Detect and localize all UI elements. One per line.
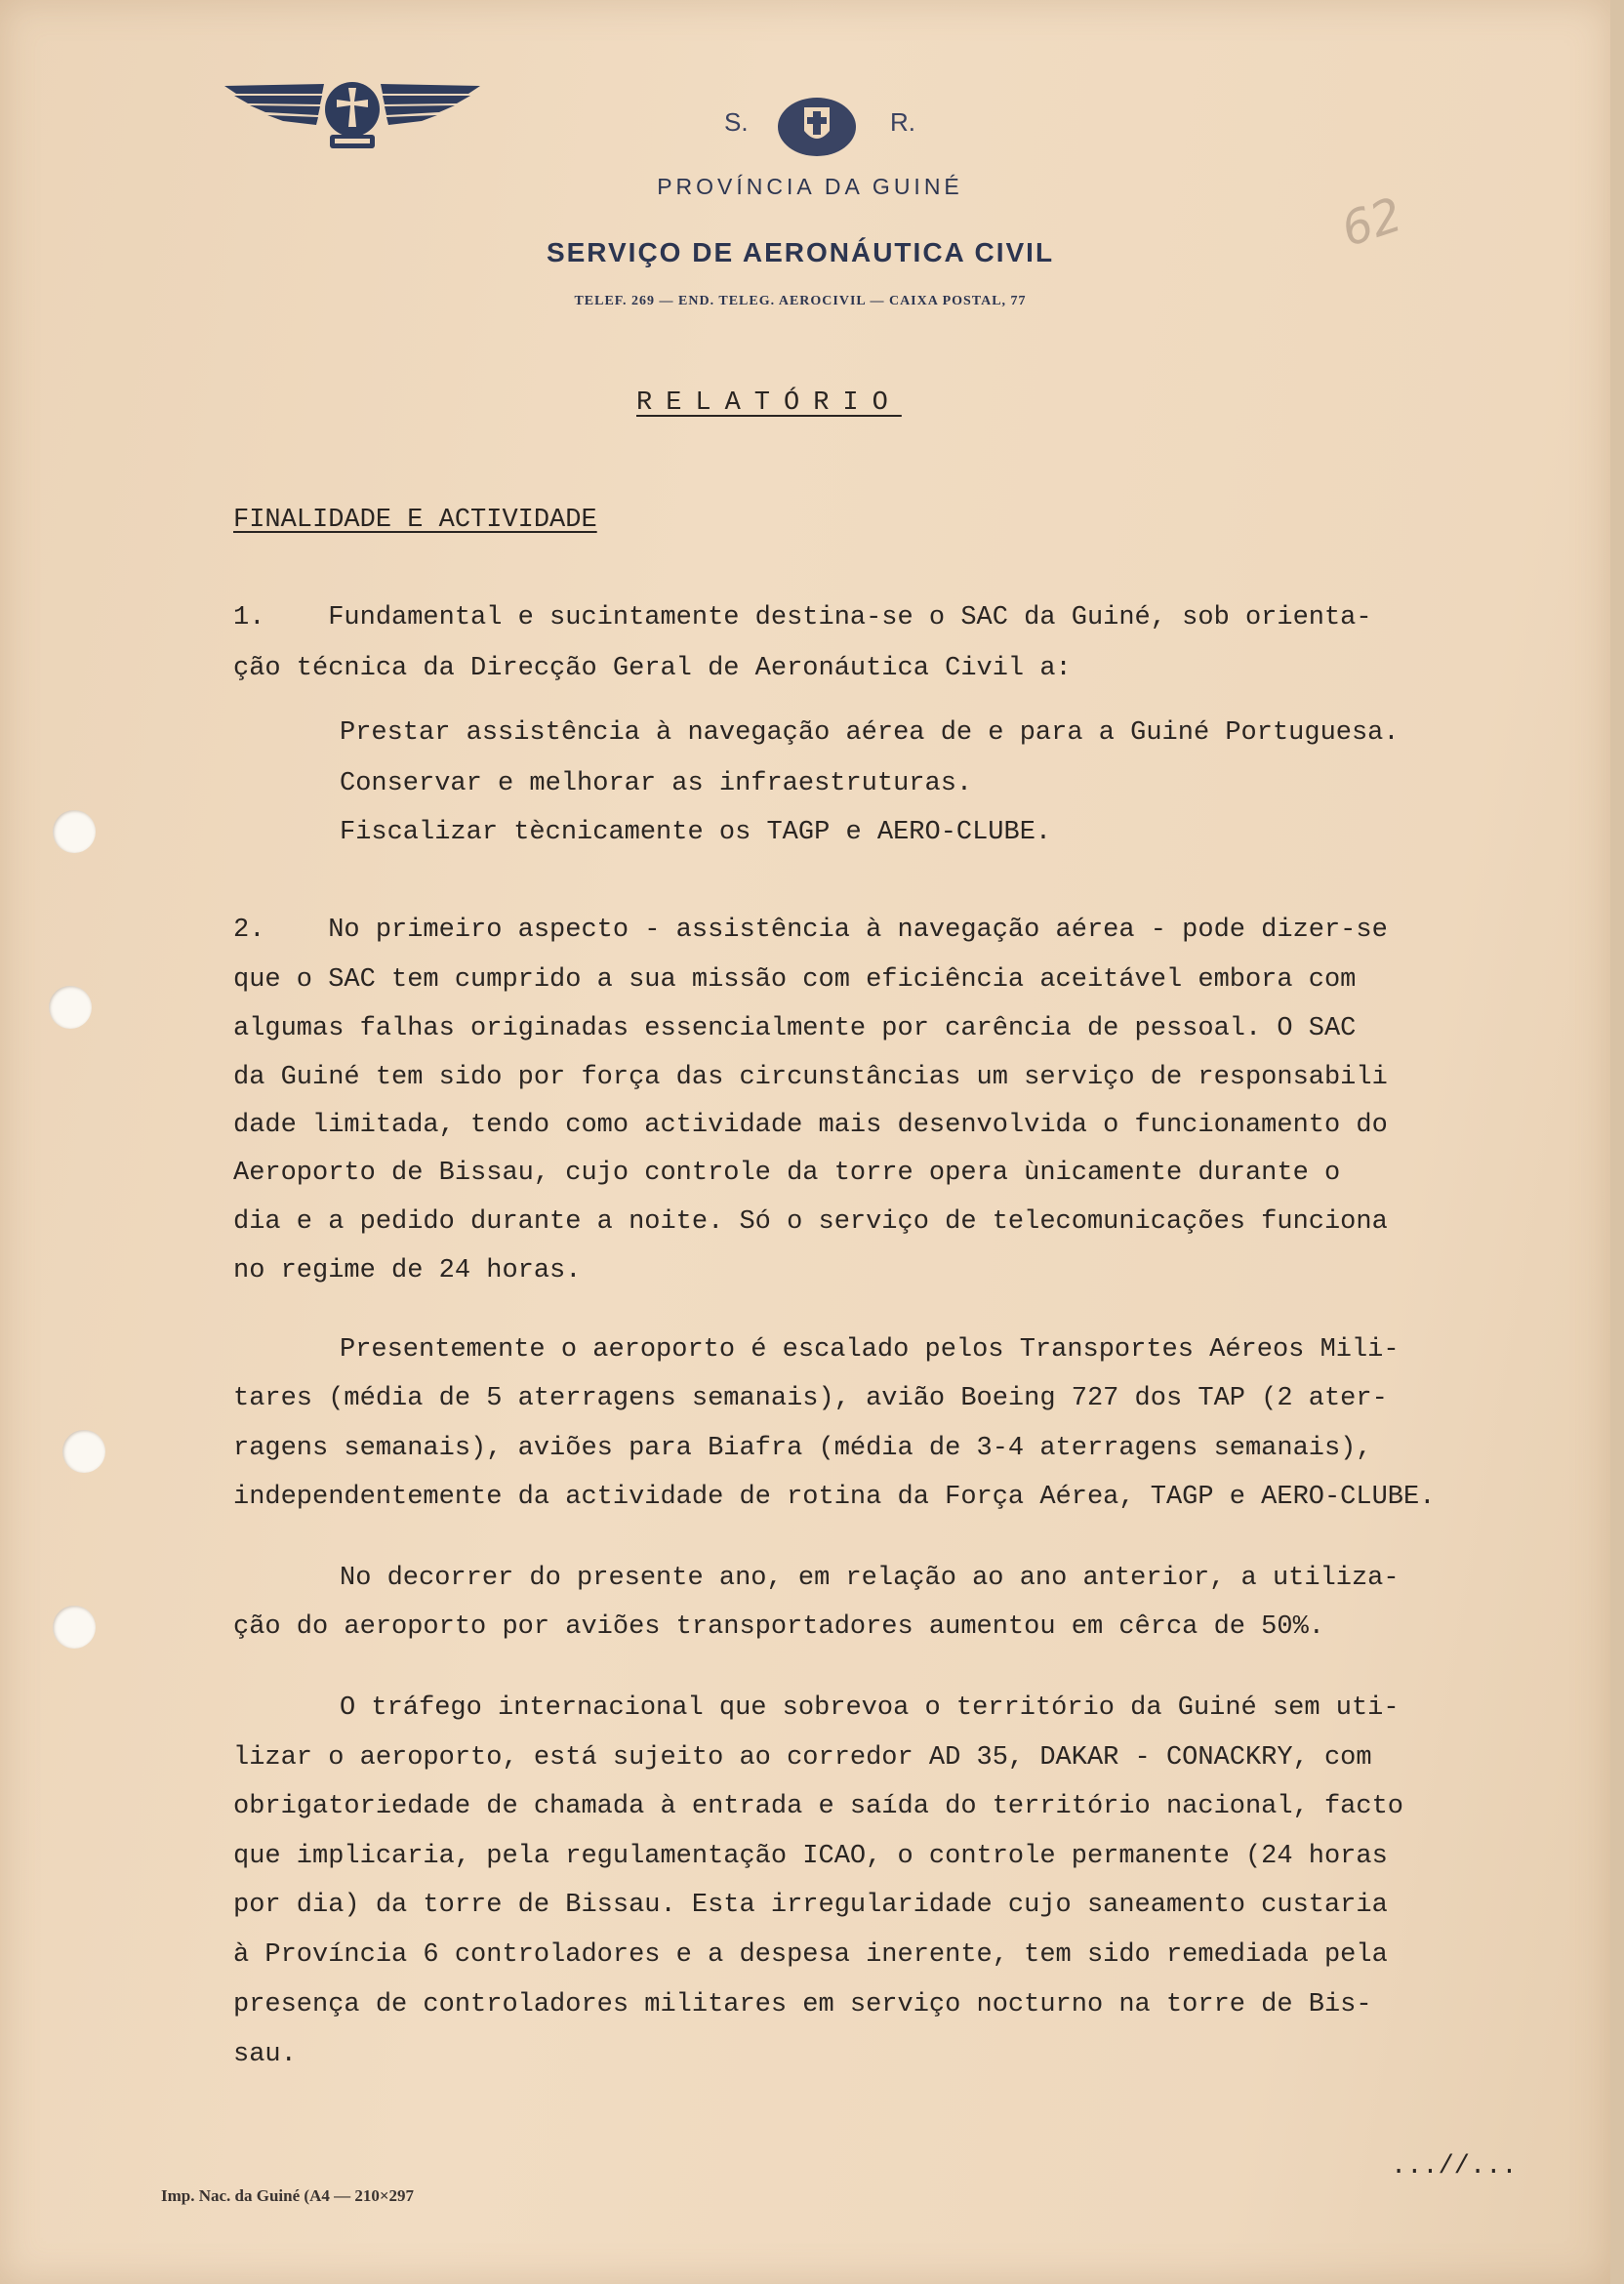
text-line: Prestar assistência à navegação aérea de e para a Guiné Portuguesa. [340,718,1400,748]
printer-footer: Imp. Nac. da Guiné (A4 — 210×297 [161,2186,415,2205]
text-line: independentemente da actividade de rotina da Força Aérea, TAGP e AERO-CLUBE. [233,1483,1436,1512]
header-s-letter: S. [724,107,749,137]
text-line: dade limitada, tendo como actividade mais desenvolvida o funcionamento do [233,1111,1388,1140]
coat-of-arms-emblem [775,92,859,162]
text-line: presença de controladores militares em serviço nocturno na torre de Bis- [233,1990,1372,2019]
punch-hole [53,810,96,853]
text-line: Fiscalizar tècnicamente os TAGP e AERO-CLUBE. [340,818,1052,847]
text-line: ção técnica da Direcção Geral de Aeronáutica Civil a: [233,654,1072,683]
text-line: ragens semanais), aviões para Biafra (média de 3-4 aterragens semanais), [233,1434,1372,1463]
contact-info: TELEF. 269 — END. TELEG. AEROCIVIL — CAIXA POSTAL, 77 [574,294,1027,308]
header-r-letter: R. [890,107,915,137]
page-edge [1610,0,1624,2284]
text-line: Presentemente o aeroporto é escalado pelos Transportes Aéreos Mili- [340,1335,1400,1365]
continuation-mark: ...//... [1391,2152,1518,2182]
punch-hole [62,1430,105,1473]
province-name: PROVÍNCIA DA GUINÉ [657,174,963,199]
text-line: 2. No primeiro aspecto - assistência à navegação aérea - pode dizer-se [233,916,1388,945]
text-line: 1. Fundamental e sucintamente destina-se o SAC da Guiné, sob orienta- [233,603,1372,632]
punch-hole [49,986,92,1029]
text-line: que implicaria, pela regulamentação ICAO, o controle permanente (24 horas [233,1842,1388,1871]
punch-hole [53,1606,96,1649]
text-line: no regime de 24 horas. [233,1256,582,1285]
text-line: dia e a pedido durante a noite. Só o serviço de telecomunicações funciona [233,1207,1388,1237]
text-line: que o SAC tem cumprido a sua missão com eficiência aceitável embora com [233,965,1357,995]
text-line: Aeroporto de Bissau, cujo controle da torre opera ùnicamente durante o [233,1159,1341,1188]
service-name: SERVIÇO DE AERONÁUTICA CIVIL [546,237,1055,267]
text-line: Conservar e melhorar as infraestruturas. [340,769,973,798]
text-line: obrigatoriedade de chamada à entrada e saída do território nacional, facto [233,1792,1403,1821]
text-line: lizar o aeroporto, está sujeito ao corredor AD 35, DAKAR - CONACKRY, com [233,1743,1372,1773]
text-line: tares (média de 5 aterragens semanais), avião Boeing 727 dos TAP (2 ater- [233,1384,1388,1413]
text-line: ção do aeroporto por aviões transportadores aumentou em cêrca de 50%. [233,1612,1324,1642]
text-line: por dia) da torre de Bissau. Esta irregularidade cujo saneamento custaria [233,1891,1388,1920]
document-title: RELATÓRIO [636,388,902,418]
text-line: à Província 6 controladores e a despesa inerente, tem sido remediada pela [233,1940,1388,1970]
text-line: sau. [233,2040,297,2069]
text-line: O tráfego internacional que sobrevoa o território da Guiné sem uti- [340,1693,1400,1723]
text-line: algumas falhas originadas essencialmente por carência de pessoal. O SAC [233,1014,1357,1043]
text-line: No decorrer do presente ano, em relação ao ano anterior, a utiliza- [340,1564,1400,1593]
section-heading: FINALIDADE E ACTIVIDADE [233,506,597,535]
pencil-page-number: 62 [1334,186,1409,259]
aviation-wings-emblem [217,72,488,154]
text-line: da Guiné tem sido por força das circunstâncias um serviço de responsabili [233,1063,1388,1092]
